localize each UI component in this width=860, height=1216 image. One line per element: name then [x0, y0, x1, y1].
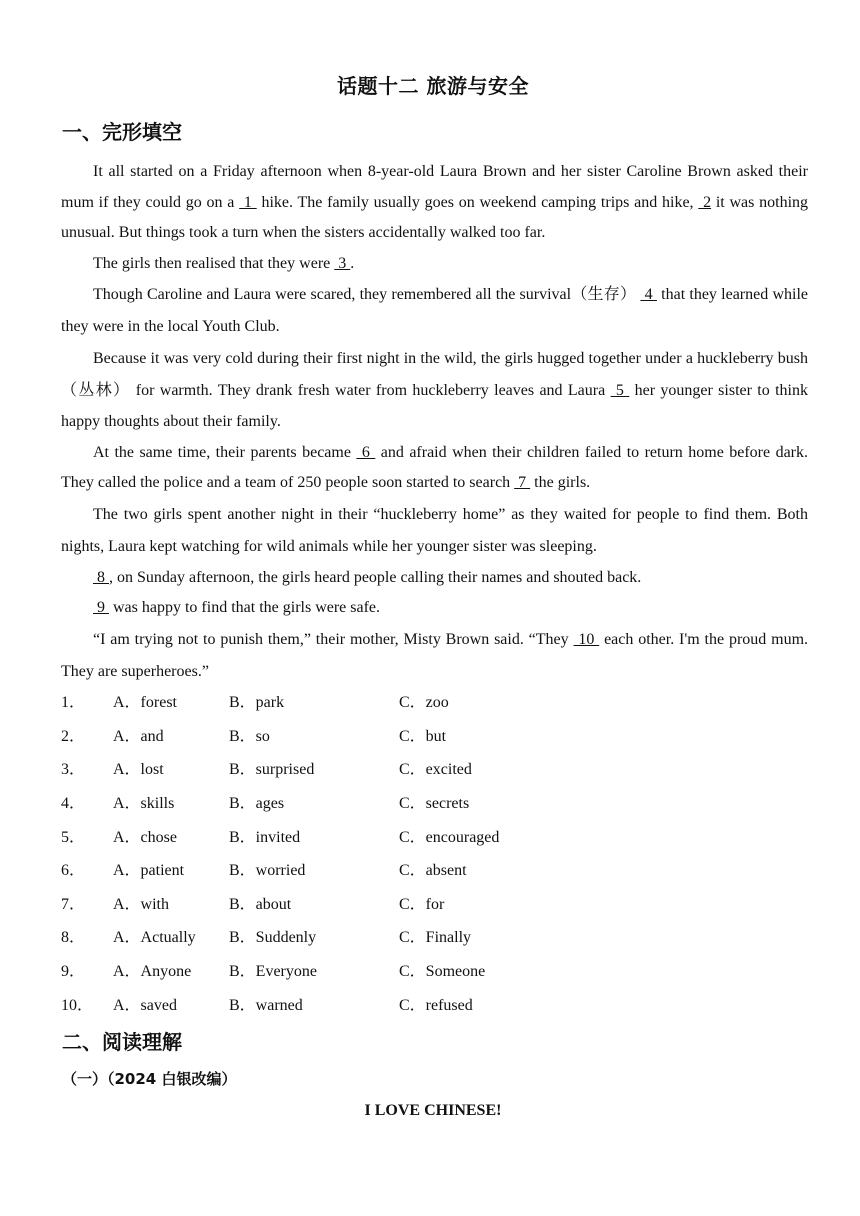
- answer-blank: 10: [573, 630, 600, 648]
- answer-blank: 1: [239, 193, 257, 211]
- option-c: C．Finally: [399, 929, 472, 947]
- passage-text: and afraid when their children failed to return home before dark. They called the police and a team of 250 people soon started to search: [61, 443, 808, 491]
- passage-text: her younger sister to think happy thoughts about their family.: [61, 381, 808, 430]
- option-a: A．chose: [113, 828, 177, 846]
- option-b: B．so: [229, 727, 270, 745]
- question-number: 6．: [61, 862, 86, 880]
- option-c: C．absent: [399, 862, 467, 880]
- passage-paragraph: [61, 593, 808, 624]
- question-number: 5．: [61, 828, 86, 846]
- option-c: C．secrets: [399, 795, 470, 813]
- option-row: [61, 751, 761, 785]
- option-c: C．excited: [399, 761, 472, 779]
- option-a: A．lost: [113, 761, 164, 779]
- option-b: B．Suddenly: [229, 929, 317, 947]
- option-b: B．Everyone: [229, 963, 317, 981]
- option-c: C．but: [399, 727, 447, 745]
- passage-text: It all started on a Friday afternoon when 8-year-old Laura Brown and her sister Caroline Brown asked their mum if they could go on a: [61, 163, 808, 211]
- passage-text: The two girls spent another night in their “huckleberry home” as they waited for people to find them. Both nights, Laura kept watching for wild animals while her younger sister was sleeping.: [61, 505, 808, 555]
- answer-blank: 3: [334, 254, 351, 272]
- option-row: [61, 684, 761, 718]
- option-row: [61, 718, 761, 752]
- passage-paragraph: [61, 624, 808, 689]
- option-row: [61, 919, 761, 953]
- article-title: I LOVE CHINESE!: [364, 1102, 502, 1119]
- option-b: B．about: [229, 895, 292, 913]
- cloze-passage: [61, 157, 808, 689]
- passage-text: “I am trying not to punish them,” their mother, Misty Brown said. “They: [93, 630, 574, 648]
- passage-text: that they learned while they were in the local Youth Club.: [61, 286, 808, 335]
- answer-blank: 9: [93, 599, 109, 616]
- passage-text: each other. I'm the proud mum. They are superheroes.”: [61, 630, 809, 680]
- passage-text: Because it was very cold during their first night in the wild, the girls hugged together under a huckleberry bush（丛林） for warmth. They drank fresh water from huckleberry leaves and Laura: [61, 350, 808, 399]
- option-c: C．zoo: [399, 694, 449, 712]
- option-a: A．and: [113, 727, 164, 745]
- option-c: C．encouraged: [399, 828, 500, 846]
- option-b: B．worried: [229, 862, 306, 880]
- option-row: [61, 785, 761, 819]
- option-b: B．warned: [229, 996, 303, 1014]
- passage-text: Though Caroline and Laura were scared, they remembered all the survival（生存）: [93, 286, 641, 303]
- passage-text: The girls then realised that they were: [93, 254, 335, 272]
- passage-paragraph: [61, 343, 808, 438]
- cloze-options-list: [61, 684, 761, 1020]
- question-number: 7．: [61, 895, 86, 913]
- option-row: [61, 886, 761, 920]
- option-a: A．forest: [113, 694, 177, 712]
- option-b: B．invited: [229, 828, 301, 846]
- question-number: 10．: [61, 996, 94, 1014]
- option-c: C．for: [399, 895, 445, 913]
- question-number: 2．: [61, 727, 86, 745]
- question-number: 1．: [61, 694, 86, 712]
- option-a: A．with: [113, 895, 170, 913]
- passage-text: was happy to find that the girls were safe.: [109, 599, 381, 616]
- option-a: A．Anyone: [113, 963, 192, 981]
- answer-blank: 5: [610, 381, 630, 399]
- passage-paragraph: [61, 157, 808, 249]
- option-b: B．ages: [229, 795, 285, 813]
- section-heading-reading: 二、阅读理解: [62, 1030, 182, 1054]
- option-row: [61, 953, 761, 987]
- answer-blank: 4: [640, 286, 657, 303]
- answer-blank: 7: [514, 474, 531, 491]
- passage-text: the girls.: [530, 474, 591, 491]
- option-c: C．refused: [399, 996, 473, 1014]
- option-a: A．patient: [113, 862, 185, 880]
- option-row: [61, 986, 761, 1020]
- passage-paragraph: [61, 499, 808, 563]
- page-title: 话题十二 旅游与安全: [337, 74, 529, 98]
- passage-paragraph: [61, 249, 808, 280]
- option-b: B．surprised: [229, 761, 315, 779]
- question-number: 9．: [61, 963, 86, 981]
- option-b: B．park: [229, 694, 285, 712]
- section-heading-cloze: 一、完形填空: [62, 120, 182, 144]
- subsection-label: （一）（2024 白银改编）: [62, 1070, 237, 1088]
- option-row: [61, 852, 761, 886]
- passage-text: hike. The family usually goes on weekend camping trips and hike,: [256, 193, 699, 211]
- passage-text: , on Sunday afternoon, the girls heard people calling their names and shouted back.: [109, 568, 642, 586]
- passage-paragraph: [61, 438, 808, 499]
- option-a: A．Actually: [113, 929, 196, 947]
- answer-blank: 6: [356, 443, 376, 461]
- passage-text: At the same time, their parents became: [93, 443, 357, 461]
- question-number: 4．: [61, 795, 86, 813]
- answer-blank: 2: [698, 193, 712, 211]
- option-row: [61, 818, 761, 852]
- passage-text: it was nothing unusual. But things took a turn when the sisters accidentally walked too far.: [61, 193, 809, 241]
- passage-paragraph: [61, 279, 808, 343]
- option-c: C．Someone: [399, 963, 486, 981]
- passage-text: .: [350, 254, 355, 272]
- option-a: A．skills: [113, 795, 175, 813]
- question-number: 3．: [61, 761, 86, 779]
- answer-blank: 8: [93, 568, 109, 586]
- passage-paragraph: [61, 563, 808, 594]
- option-a: A．saved: [113, 996, 177, 1014]
- question-number: 8．: [61, 929, 86, 947]
